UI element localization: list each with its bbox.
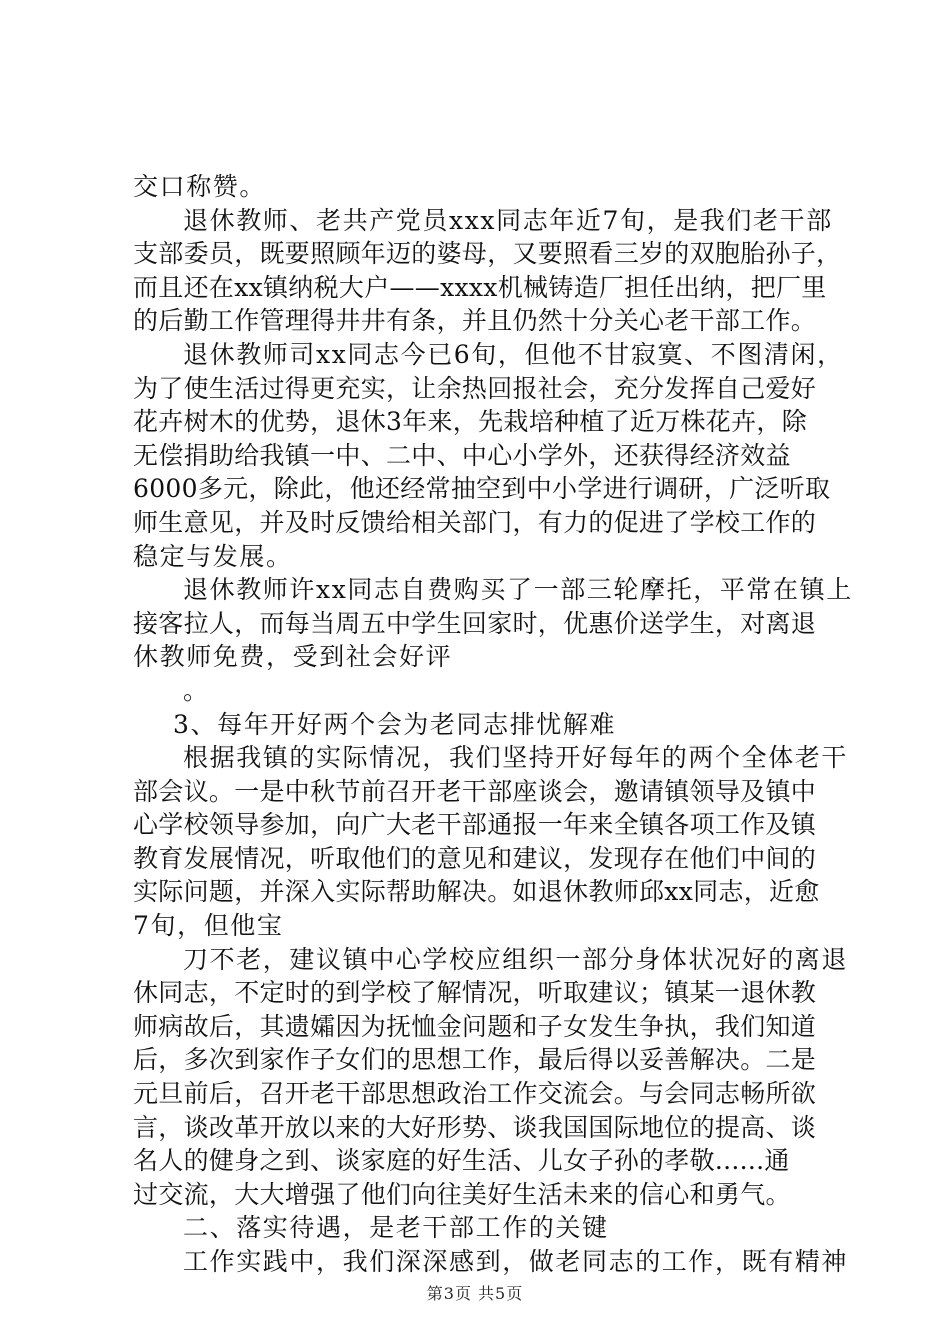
text-line: 休同志，不定时的到学校了解情况，听取建议；镇某一退休教	[133, 978, 817, 1008]
text-line: 7旬，但他宝	[133, 911, 284, 941]
text-line: 无偿捐助给我镇一中、二中、中心小学外，还获得经济效益	[133, 440, 791, 470]
text-line: 交口称赞。	[133, 172, 267, 201]
paragraph-start-line: 根据我镇的实际情况，我们坚持开好每年的两个全体老干	[183, 743, 849, 773]
text-line: 过交流，大大增强了他们向往美好生活未来的信心和勇气。	[133, 1179, 791, 1209]
text-line: 元旦前后，召开老干部思想政治工作交流会。与会同志畅所欲	[133, 1079, 817, 1109]
section-heading: 3、每年开好两个会为老同志排忧解难	[173, 709, 617, 739]
section-heading: 二、落实待遇，是老干部工作的关键	[183, 1213, 609, 1243]
text-line: 部会议。一是中秋节前召开老干部座谈会，邀请镇领导及镇中	[133, 776, 817, 806]
text-line: 教育发展情况，听取他们的意见和建议，发现存在他们中间的	[133, 843, 817, 873]
text-line: 花卉树木的优势，退休3年来，先栽培种植了近万株花卉，除	[133, 407, 808, 437]
text-line: 后，多次到家作子女们的思想工作，最后得以妥善解决。二是	[133, 1045, 817, 1075]
text-line: 师病故后，其遗孀因为抚恤金问题和子女发生争执，我们知道	[133, 1011, 817, 1041]
document-body	[133, 170, 853, 1279]
text-line: 接客拉人，而每当周五中学生回家时，优惠价送学生，对离退	[133, 608, 817, 638]
paragraph-start-line: 工作实践中，我们深深感到，做老同志的工作，既有精神	[183, 1247, 849, 1276]
text-line: 支部委员，既要照顾年迈的婆母，又要照看三岁的双胞胎孙子，	[133, 239, 842, 269]
text-line: 休教师免费，受到社会好评	[133, 642, 453, 672]
paragraph-start-line: 退休教师司xx同志今已6旬，但他不甘寂寞、不图清闲，	[183, 339, 844, 369]
text-line: 为了使生活过得更充实，让余热回报社会，充分发挥自己爱好	[133, 373, 817, 403]
paragraph-start-line: 刀不老，建议镇中心学校应组织一部分身体状况好的离退	[183, 944, 849, 974]
text-line: 。	[183, 675, 210, 705]
text-line: 6000多元，除此，他还经常抽空到中小学进行调研，广泛听取	[133, 474, 831, 504]
text-line: 的后勤工作管理得井井有条，并且仍然十分关心老干部工作。	[133, 306, 817, 336]
text-line: 实际问题，并深入实际帮助解决。如退休教师邱xx同志，近愈	[133, 877, 820, 907]
paragraph-start-line: 退休教师、老共产党员xxx同志年近7旬，是我们老干部	[183, 205, 833, 235]
text-line: 言，谈改革开放以来的大好形势、谈我国国际地位的提高、谈	[133, 1112, 817, 1142]
text-line: 心学校领导参加，向广大老干部通报一年来全镇各项工作及镇	[133, 810, 817, 840]
paragraph-start-line: 退休教师许xx同志自费购买了一部三轮摩托，平常在镇上	[183, 575, 853, 605]
text-line: 名人的健身之到、谈家庭的好生活、儿女子孙的孝敬......通	[133, 1146, 790, 1176]
page-number-footer: 第3页 共5页	[426, 1284, 524, 1303]
text-line: 而且还在xx镇纳税大户——xxxx机械铸造厂担任出纳，把厂里	[133, 272, 827, 302]
text-line: 师生意见，并及时反馈给相关部门，有力的促进了学校工作的	[133, 507, 817, 537]
text-line: 稳定与发展。	[133, 541, 293, 571]
